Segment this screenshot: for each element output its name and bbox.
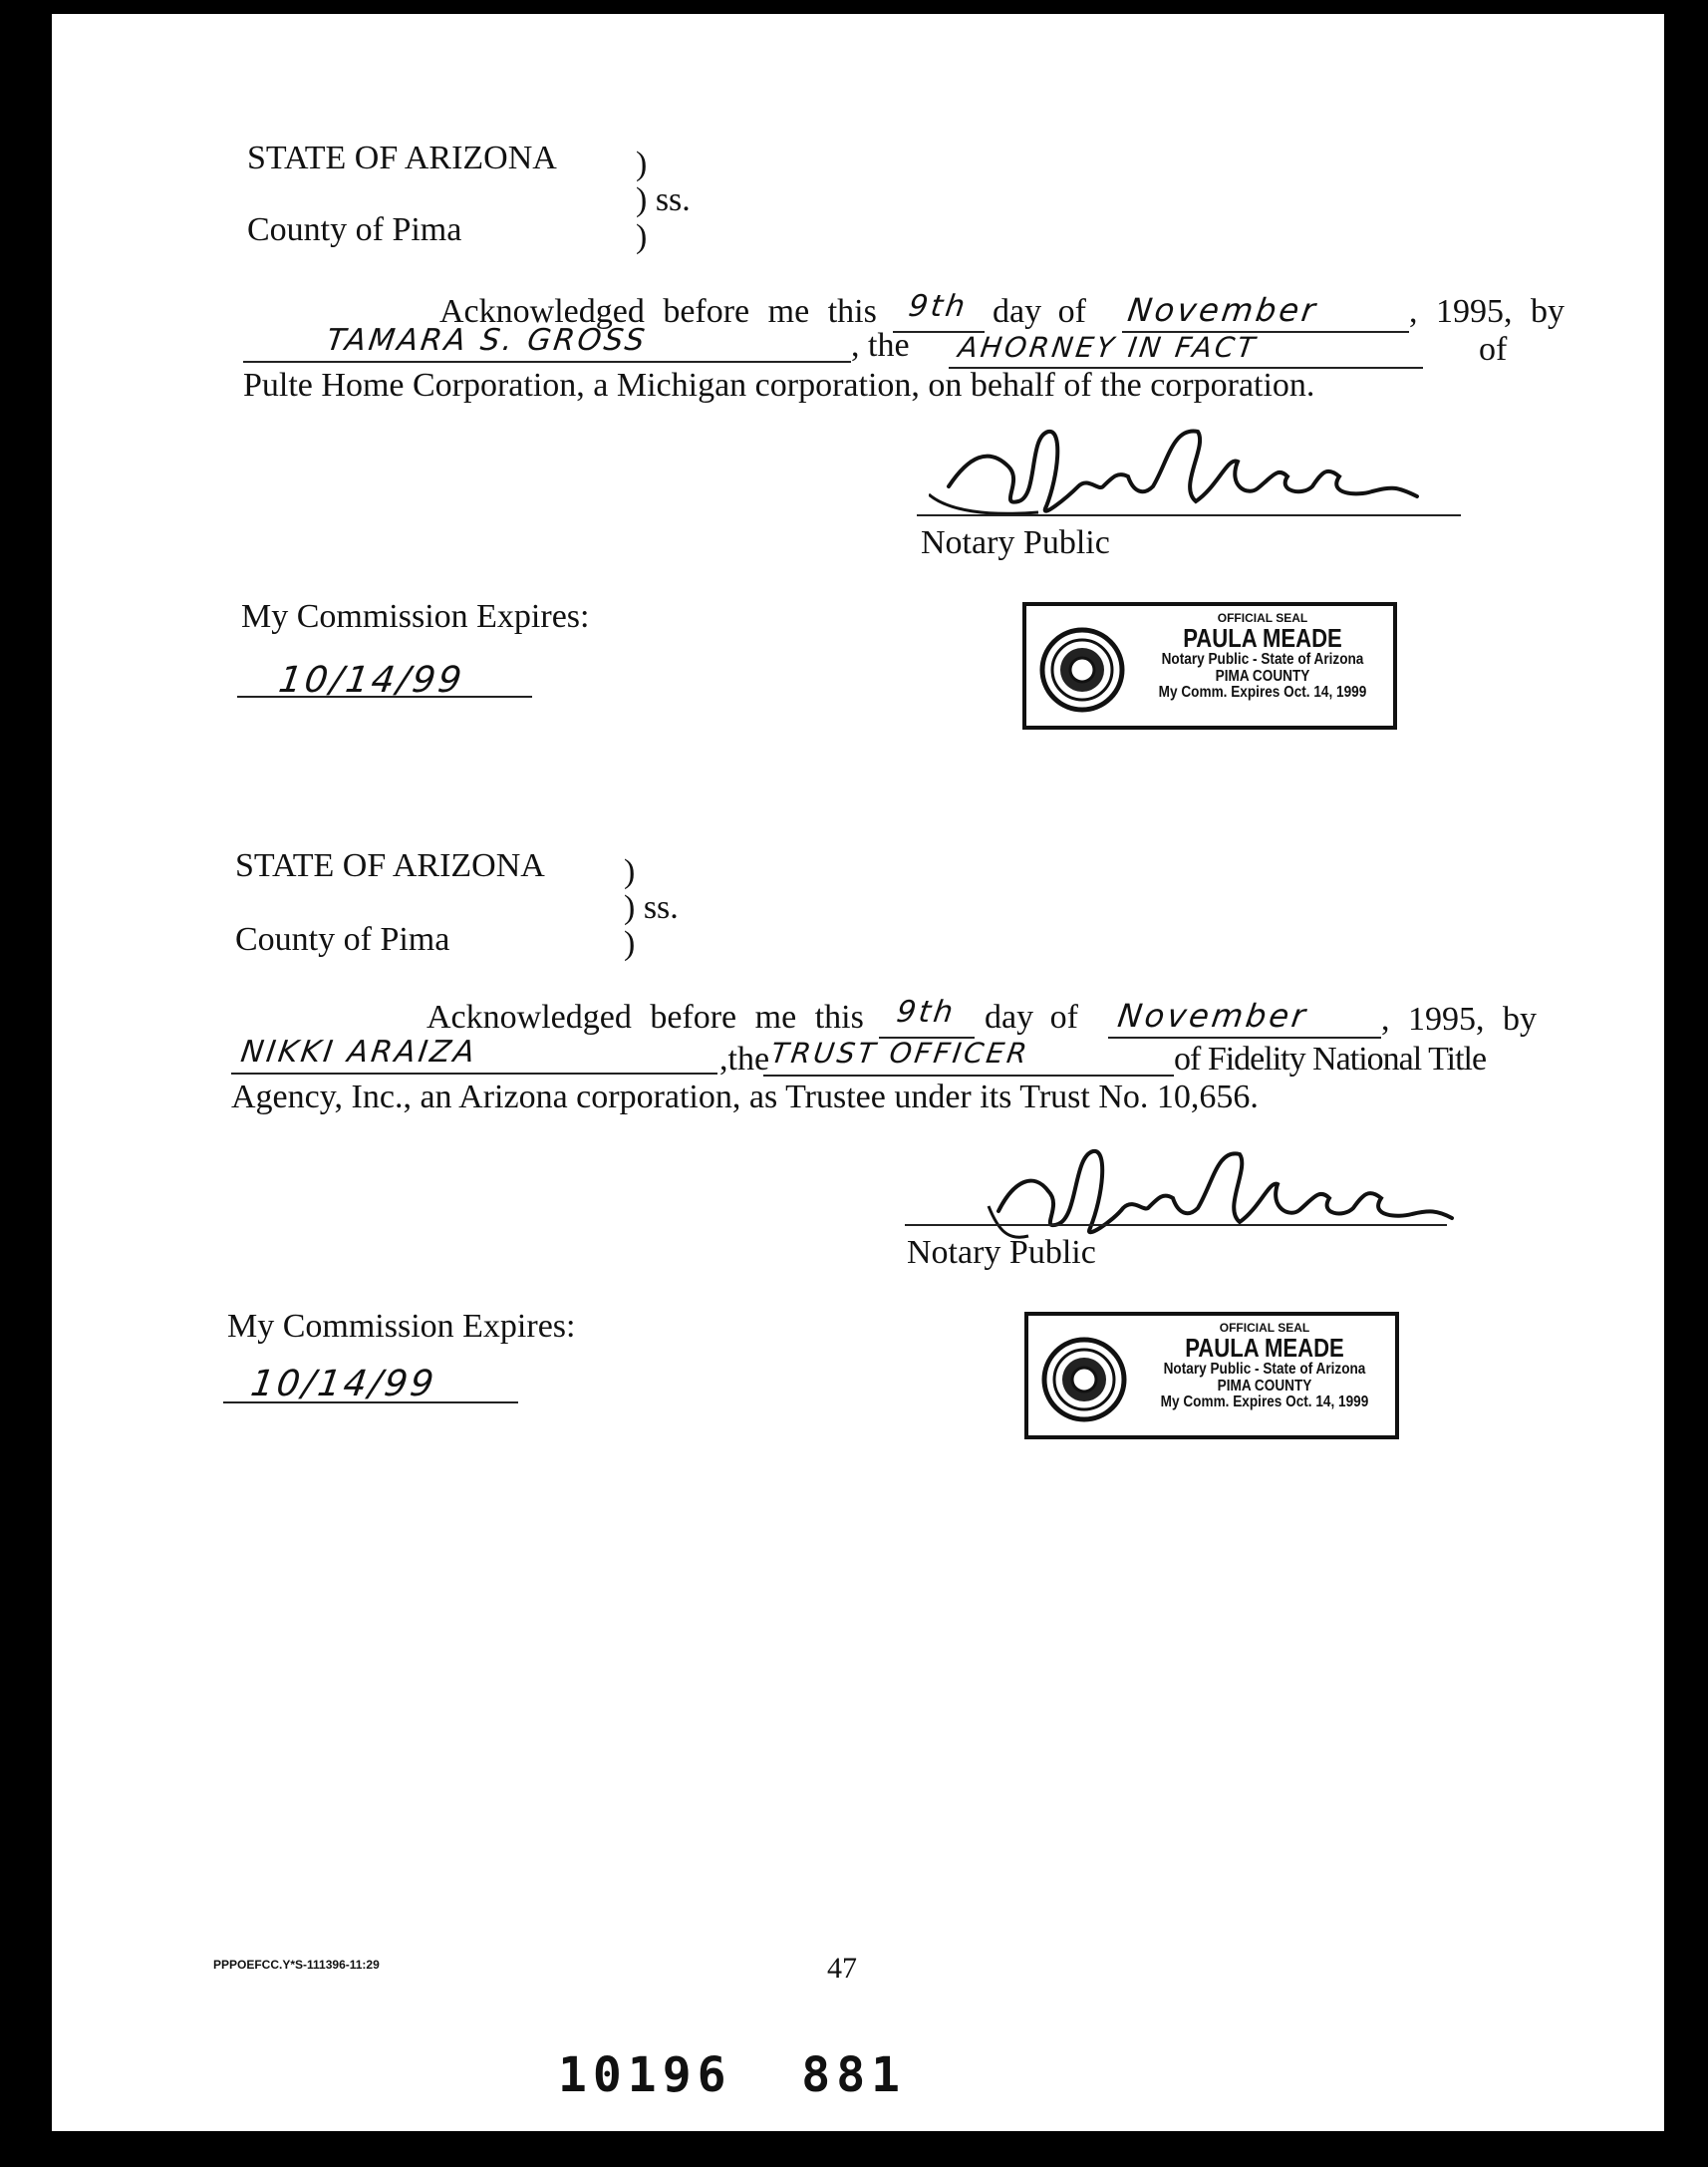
ack-year-2: , 1995, by <box>1381 1001 1537 1038</box>
commission-label-2: My Commission Expires: <box>227 1308 576 1345</box>
signature-1 <box>929 417 1447 526</box>
commission-label-1: My Commission Expires: <box>241 598 590 635</box>
notary-seal-stamp-2 <box>1024 1312 1399 1439</box>
stamp-county-1: PIMA COUNTY <box>1215 667 1310 685</box>
seal-emblem-icon <box>1038 626 1126 714</box>
ack-name-1: TAMARA S. GROSS <box>324 323 650 358</box>
ack-month-2: November <box>1115 997 1311 1035</box>
ack-title-1: AHORNEY IN FACT <box>956 331 1261 364</box>
notary-line-1 <box>917 514 1461 516</box>
ack-the-2: ,the <box>719 1041 770 1078</box>
ack-dayof-2: day of <box>985 999 1078 1036</box>
venue-paren-1a: ) <box>636 146 648 182</box>
ack-name-line-1 <box>243 361 851 363</box>
notary-label-1: Notary Public <box>921 524 1110 561</box>
commission-line-2 <box>223 1401 518 1403</box>
commission-line-1 <box>237 696 532 698</box>
venue-ss-1: ) ss. <box>636 181 691 218</box>
stamp-county-2: PIMA COUNTY <box>1217 1377 1312 1394</box>
document-page <box>52 14 1664 2131</box>
footer-document-code: PPPOEFCC.Y*S-111396-11:29 <box>213 1958 380 1972</box>
ack-title-line-2 <box>763 1075 1174 1077</box>
commission-date-1: 10/14/99 <box>276 660 467 701</box>
recording-number: 10196 881 <box>558 2047 906 2103</box>
county-heading-2: County of Pima <box>235 921 450 958</box>
stamp-notary-state-2: Notary Public - State of Arizona <box>1163 1360 1366 1378</box>
seal-emblem-icon <box>1040 1336 1128 1423</box>
ack-the-1: , the <box>851 327 910 364</box>
ack-name-2: NIKKI ARAIZA <box>238 1035 480 1070</box>
ack-day-2: 9th <box>894 995 959 1030</box>
ack-of-entity-2: of Fidelity National Title <box>1174 1041 1487 1078</box>
notary-line-2 <box>905 1224 1447 1226</box>
venue-paren-2b: ) <box>624 925 636 962</box>
notary-label-2: Notary Public <box>907 1234 1096 1271</box>
ack-of-1: of <box>1479 331 1508 368</box>
state-heading-2: STATE OF ARIZONA <box>235 847 545 884</box>
signature-2 <box>979 1136 1457 1246</box>
ack-year-1: , 1995, by <box>1409 293 1565 330</box>
stamp-notary-state-1: Notary Public - State of Arizona <box>1161 650 1364 668</box>
stamp-official-seal-1: OFFICIAL SEAL <box>1217 611 1308 625</box>
stamp-name-1: PAULA MEADE <box>1183 622 1342 653</box>
ack-text-1: Acknowledged before me this <box>439 293 877 330</box>
commission-date-2: 10/14/99 <box>248 1364 439 1404</box>
venue-ss-2: ) ss. <box>624 889 679 926</box>
stamp-official-seal-2: OFFICIAL SEAL <box>1219 1321 1310 1335</box>
venue-paren-1b: ) <box>636 218 648 255</box>
stamp-expires-1: My Comm. Expires Oct. 14, 1999 <box>1158 684 1367 702</box>
ack-month-1: November <box>1125 291 1321 329</box>
state-heading-1: STATE OF ARIZONA <box>247 140 557 176</box>
ack-text-2: Acknowledged before me this <box>427 999 864 1036</box>
county-heading-1: County of Pima <box>247 211 462 248</box>
ack-dayof-1: day of <box>993 293 1086 330</box>
ack-entity-1: Pulte Home Corporation, a Michigan corporation, on behalf of the corporation. <box>243 367 1315 404</box>
notary-seal-stamp-1 <box>1022 602 1397 730</box>
stamp-name-2: PAULA MEADE <box>1185 1332 1344 1363</box>
ack-title-2: TRUST OFFICER <box>768 1037 1032 1070</box>
stamp-expires-2: My Comm. Expires Oct. 14, 1999 <box>1160 1393 1369 1411</box>
ack-name-line-2 <box>231 1073 717 1075</box>
page-number: 47 <box>827 1952 857 1985</box>
ack-month-line-2 <box>1108 1037 1381 1039</box>
venue-paren-2a: ) <box>624 853 636 890</box>
ack-day-1: 9th <box>906 289 971 324</box>
ack-entity-2: Agency, Inc., an Arizona corporation, as Trustee under its Trust No. 10,656. <box>231 1079 1259 1115</box>
